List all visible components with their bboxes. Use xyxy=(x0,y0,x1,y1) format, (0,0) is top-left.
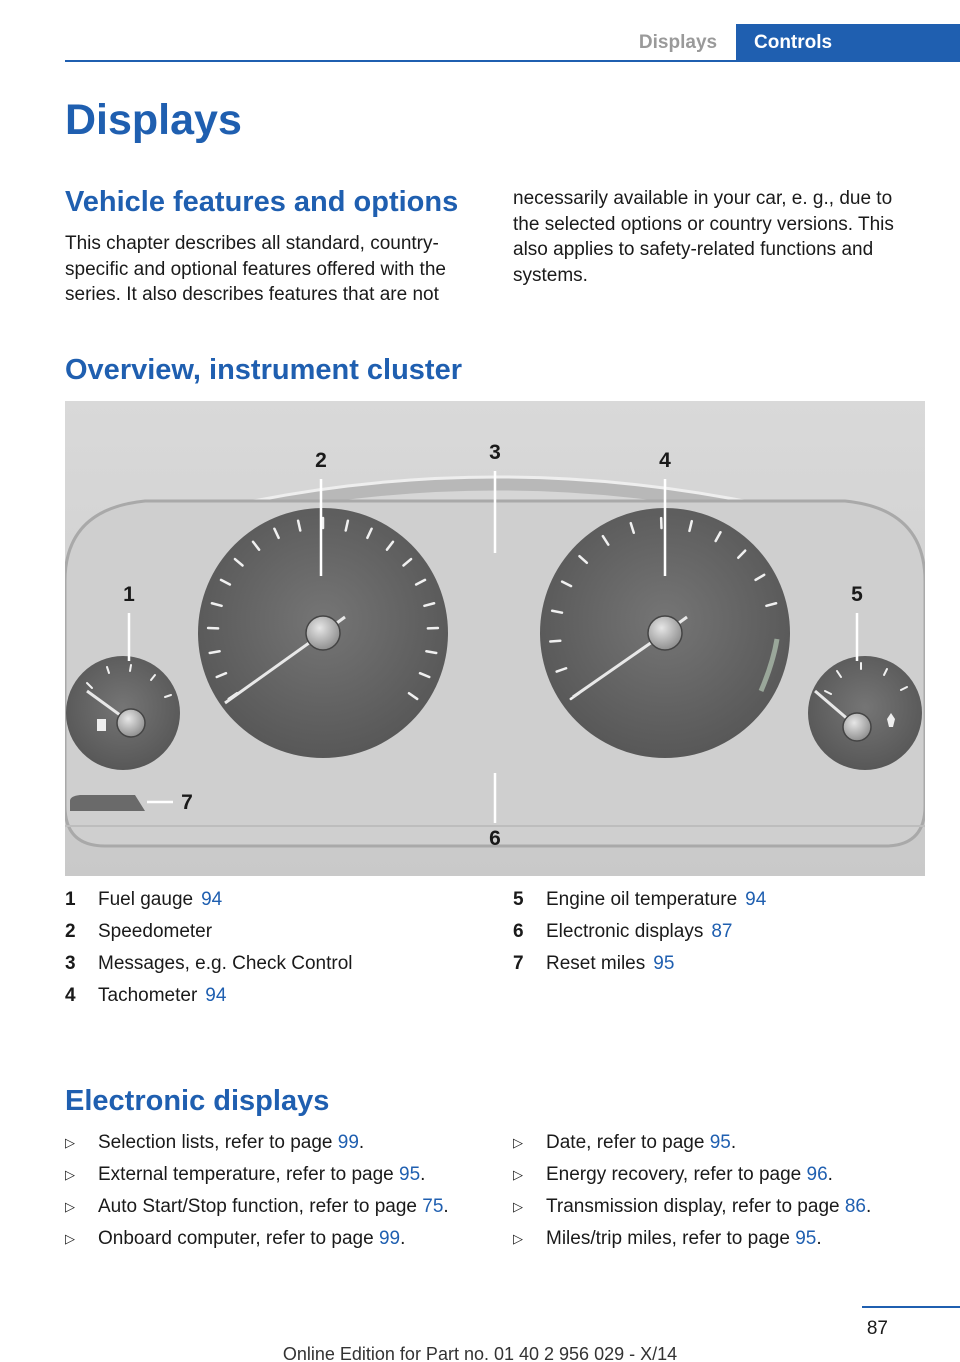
callout-1: 1 xyxy=(123,583,135,606)
triangle-bullet-icon: ▷ xyxy=(65,1231,75,1246)
page-link[interactable]: 99 xyxy=(337,1132,359,1153)
page-link[interactable]: 95 xyxy=(399,1164,421,1185)
legend-label: Reset miles 95 xyxy=(546,953,675,974)
triangle-bullet-icon: ▷ xyxy=(513,1199,523,1214)
legend-label: Engine oil temperature 94 xyxy=(546,889,767,910)
list-item-text: Auto Start/Stop function, refer to page 75. xyxy=(98,1196,449,1217)
legend-page-link[interactable]: 95 xyxy=(653,953,675,974)
footer-rule xyxy=(862,1306,960,1308)
list-item-text: Miles/trip miles, refer to page 95. xyxy=(546,1228,822,1249)
legend-num: 4 xyxy=(65,985,76,1006)
callout-7: 7 xyxy=(181,791,193,814)
legend-label: Fuel gauge 94 xyxy=(98,889,223,910)
list-item-text: Energy recovery, refer to page 96. xyxy=(546,1164,833,1185)
triangle-bullet-icon: ▷ xyxy=(513,1135,523,1150)
list-item-text: Transmission display, refer to page 86. xyxy=(546,1196,872,1217)
callout-6: 6 xyxy=(489,827,501,850)
legend-label: Electronic displays 87 xyxy=(546,921,733,942)
triangle-bullet-icon: ▷ xyxy=(513,1167,523,1182)
text-line: specific and optional features offered with the xyxy=(65,258,446,280)
reset-miles-button xyxy=(70,795,145,811)
page-link[interactable]: 95 xyxy=(795,1228,817,1249)
callout-3: 3 xyxy=(489,441,501,464)
speedometer-hub xyxy=(306,616,340,650)
dial-tick xyxy=(210,651,220,653)
list-item-text: Onboard computer, refer to page 99. xyxy=(98,1228,406,1249)
legend-label: Speedometer xyxy=(98,921,213,942)
page-link[interactable]: 75 xyxy=(422,1196,444,1217)
fuel-pump-icon xyxy=(97,719,106,731)
fuel-gauge-hub xyxy=(117,709,145,737)
text-line: This chapter describes all standard, country- xyxy=(65,233,439,254)
legend-num: 5 xyxy=(513,889,524,910)
triangle-bullet-icon: ▷ xyxy=(513,1231,523,1246)
page-link[interactable]: 96 xyxy=(806,1164,828,1185)
callout-4: 4 xyxy=(659,449,671,472)
electronic-displays-heading: Electronic displays xyxy=(65,1085,330,1117)
speedometer-dial xyxy=(198,508,448,758)
header-rule xyxy=(65,60,960,62)
triangle-bullet-icon: ▷ xyxy=(65,1199,75,1214)
page-number: 87 xyxy=(866,1318,888,1339)
list-item-text: External temperature, refer to page 95. xyxy=(98,1164,426,1185)
callout-2: 2 xyxy=(315,449,327,472)
instrument-cluster-figure xyxy=(65,401,925,876)
legend-num: 6 xyxy=(513,921,524,942)
list-item-text: Date, refer to page 95. xyxy=(546,1132,737,1153)
text-line: series. It also describes features that are not xyxy=(65,284,439,305)
text-line: necessarily available in your car, e. g., due to xyxy=(513,188,893,209)
legend-num: 2 xyxy=(65,921,76,942)
vehicle-features-col2 xyxy=(513,186,894,288)
footer-edition: Online Edition for Part no. 01 40 2 956 029 - X/14 xyxy=(282,1344,678,1362)
legend-num: 1 xyxy=(65,889,76,910)
oil-gauge-hub xyxy=(843,713,871,741)
callout-5: 5 xyxy=(851,583,863,606)
text-line: also applies to safety-related functions and xyxy=(513,239,874,260)
legend-page-link[interactable]: 87 xyxy=(711,921,733,942)
fuel-gauge-dial xyxy=(66,656,180,770)
legend-num: 7 xyxy=(513,953,524,974)
triangle-bullet-icon: ▷ xyxy=(65,1135,75,1150)
dial-tick xyxy=(426,651,436,653)
legend-page-link[interactable]: 94 xyxy=(201,889,223,910)
oil-temp-gauge-dial xyxy=(808,656,922,770)
legend-page-link[interactable]: 94 xyxy=(745,889,767,910)
legend-label: Tachometer 94 xyxy=(98,985,227,1006)
header-chapter-tab[interactable]: Controls xyxy=(736,24,960,62)
text-line: systems. xyxy=(513,264,588,286)
vehicle-features-heading: Vehicle features and options xyxy=(65,186,459,218)
triangle-bullet-icon: ▷ xyxy=(65,1167,75,1182)
page-title: Displays xyxy=(65,96,242,144)
dial-tick xyxy=(550,641,560,642)
legend-label: Messages, e.g. Check Control xyxy=(98,953,353,974)
page-link[interactable]: 86 xyxy=(844,1196,866,1217)
legend-num: 3 xyxy=(65,953,76,974)
legend-page-link[interactable]: 94 xyxy=(205,985,227,1006)
vehicle-features-col1 xyxy=(65,231,446,308)
list-item-text: Selection lists, refer to page 99. xyxy=(98,1132,365,1153)
page-link[interactable]: 95 xyxy=(709,1132,731,1153)
overview-heading: Overview, instrument cluster xyxy=(65,354,463,386)
page-link[interactable]: 99 xyxy=(378,1228,401,1249)
tachometer-hub xyxy=(648,616,682,650)
header-section-tab[interactable]: Displays xyxy=(638,32,718,53)
text-line: the selected options or country versions. This xyxy=(513,213,894,235)
